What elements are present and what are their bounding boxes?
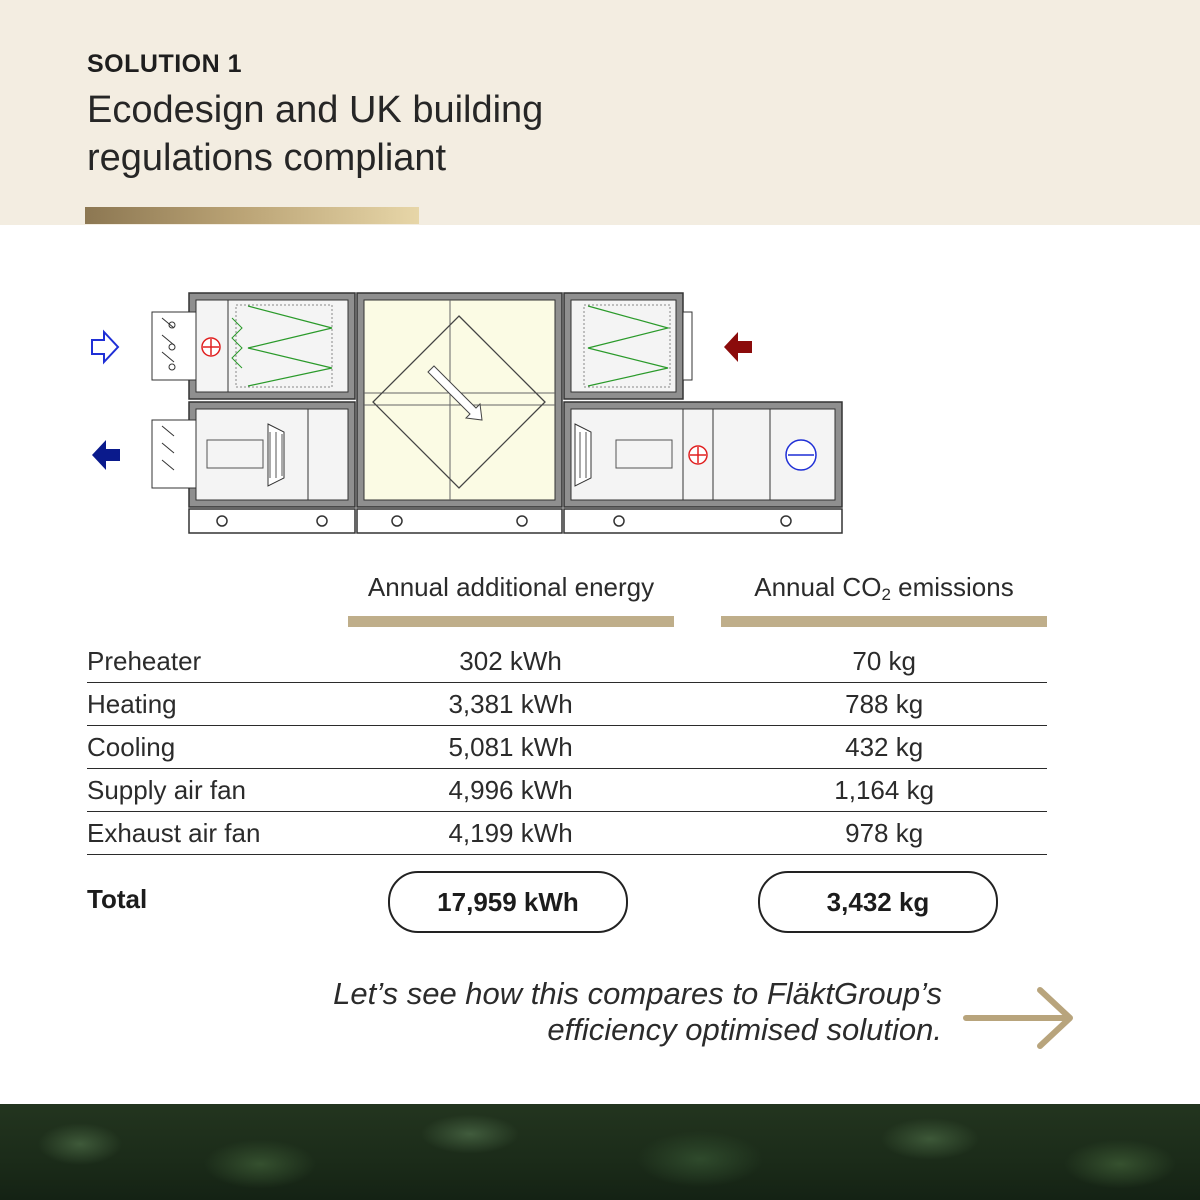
heat-exchanger-module: [357, 293, 562, 507]
energy-value: 4,996 kWh: [348, 769, 674, 812]
total-co2-badge: 3,432 kg: [758, 871, 998, 933]
table-row: [87, 726, 1047, 769]
row-label: Exhaust air fan: [87, 812, 348, 855]
supply-fan-module: [564, 402, 842, 507]
total-energy-badge: 17,959 kWh: [388, 871, 628, 933]
row-label: Preheater: [87, 640, 348, 683]
exhaust-fan-module: [152, 402, 355, 507]
energy-table: [87, 640, 1047, 855]
cta-line-1: Let’s see how this compares to FläktGroup’s: [333, 976, 942, 1011]
co2-value: 432 kg: [721, 726, 1047, 769]
section-kicker: SOLUTION 1: [87, 50, 243, 78]
co2-column-header: Annual $CO_2$ emissions: [754, 572, 1014, 604]
energy-value: 4,199 kWh: [348, 812, 674, 855]
total-label: Total: [87, 884, 148, 914]
exhaust-air-out-arrow-icon: [92, 440, 120, 470]
co2-column-bar: [721, 616, 1047, 627]
energy-value: 5,081 kWh: [348, 726, 674, 769]
co2-value: 1,164 kg: [721, 769, 1047, 812]
extract-air-filter-module: [564, 293, 692, 399]
energy-column-header: Annual additional energy: [367, 572, 655, 602]
accent-bar: [85, 207, 419, 224]
row-label: Cooling: [87, 726, 348, 769]
energy-value: 302 kWh: [348, 640, 674, 683]
table-row: [87, 769, 1047, 812]
outdoor-air-filter-module: [152, 293, 355, 399]
heater-icon: [689, 446, 707, 464]
air-handling-unit-diagram: [80, 285, 860, 545]
table-row: [87, 640, 1047, 683]
cta-line-2: efficiency optimised solution.: [547, 1012, 942, 1047]
co2-value: 788 kg: [721, 683, 1047, 726]
cooler-icon: [786, 440, 816, 470]
row-label: Supply air fan: [87, 769, 348, 812]
co2-value: 70 kg: [721, 640, 1047, 683]
forest-photo-strip: [0, 1104, 1200, 1200]
energy-value: 3,381 kWh: [348, 683, 674, 726]
table-row: [87, 812, 1047, 855]
preheater-icon: [202, 338, 220, 356]
header-band: [0, 0, 1200, 225]
energy-column-bar: [348, 616, 674, 627]
page-title: Ecodesign and UK building regulations compliant: [87, 89, 544, 179]
unit-base: [189, 509, 842, 533]
table-row: [87, 683, 1047, 726]
outdoor-air-in-arrow-icon: [92, 332, 118, 362]
co2-value: 978 kg: [721, 812, 1047, 855]
extract-air-in-arrow-icon: [724, 332, 752, 362]
row-label: Heating: [87, 683, 348, 726]
call-to-action-text: [242, 976, 942, 1048]
right-arrow-icon[interactable]: [962, 984, 1078, 1052]
